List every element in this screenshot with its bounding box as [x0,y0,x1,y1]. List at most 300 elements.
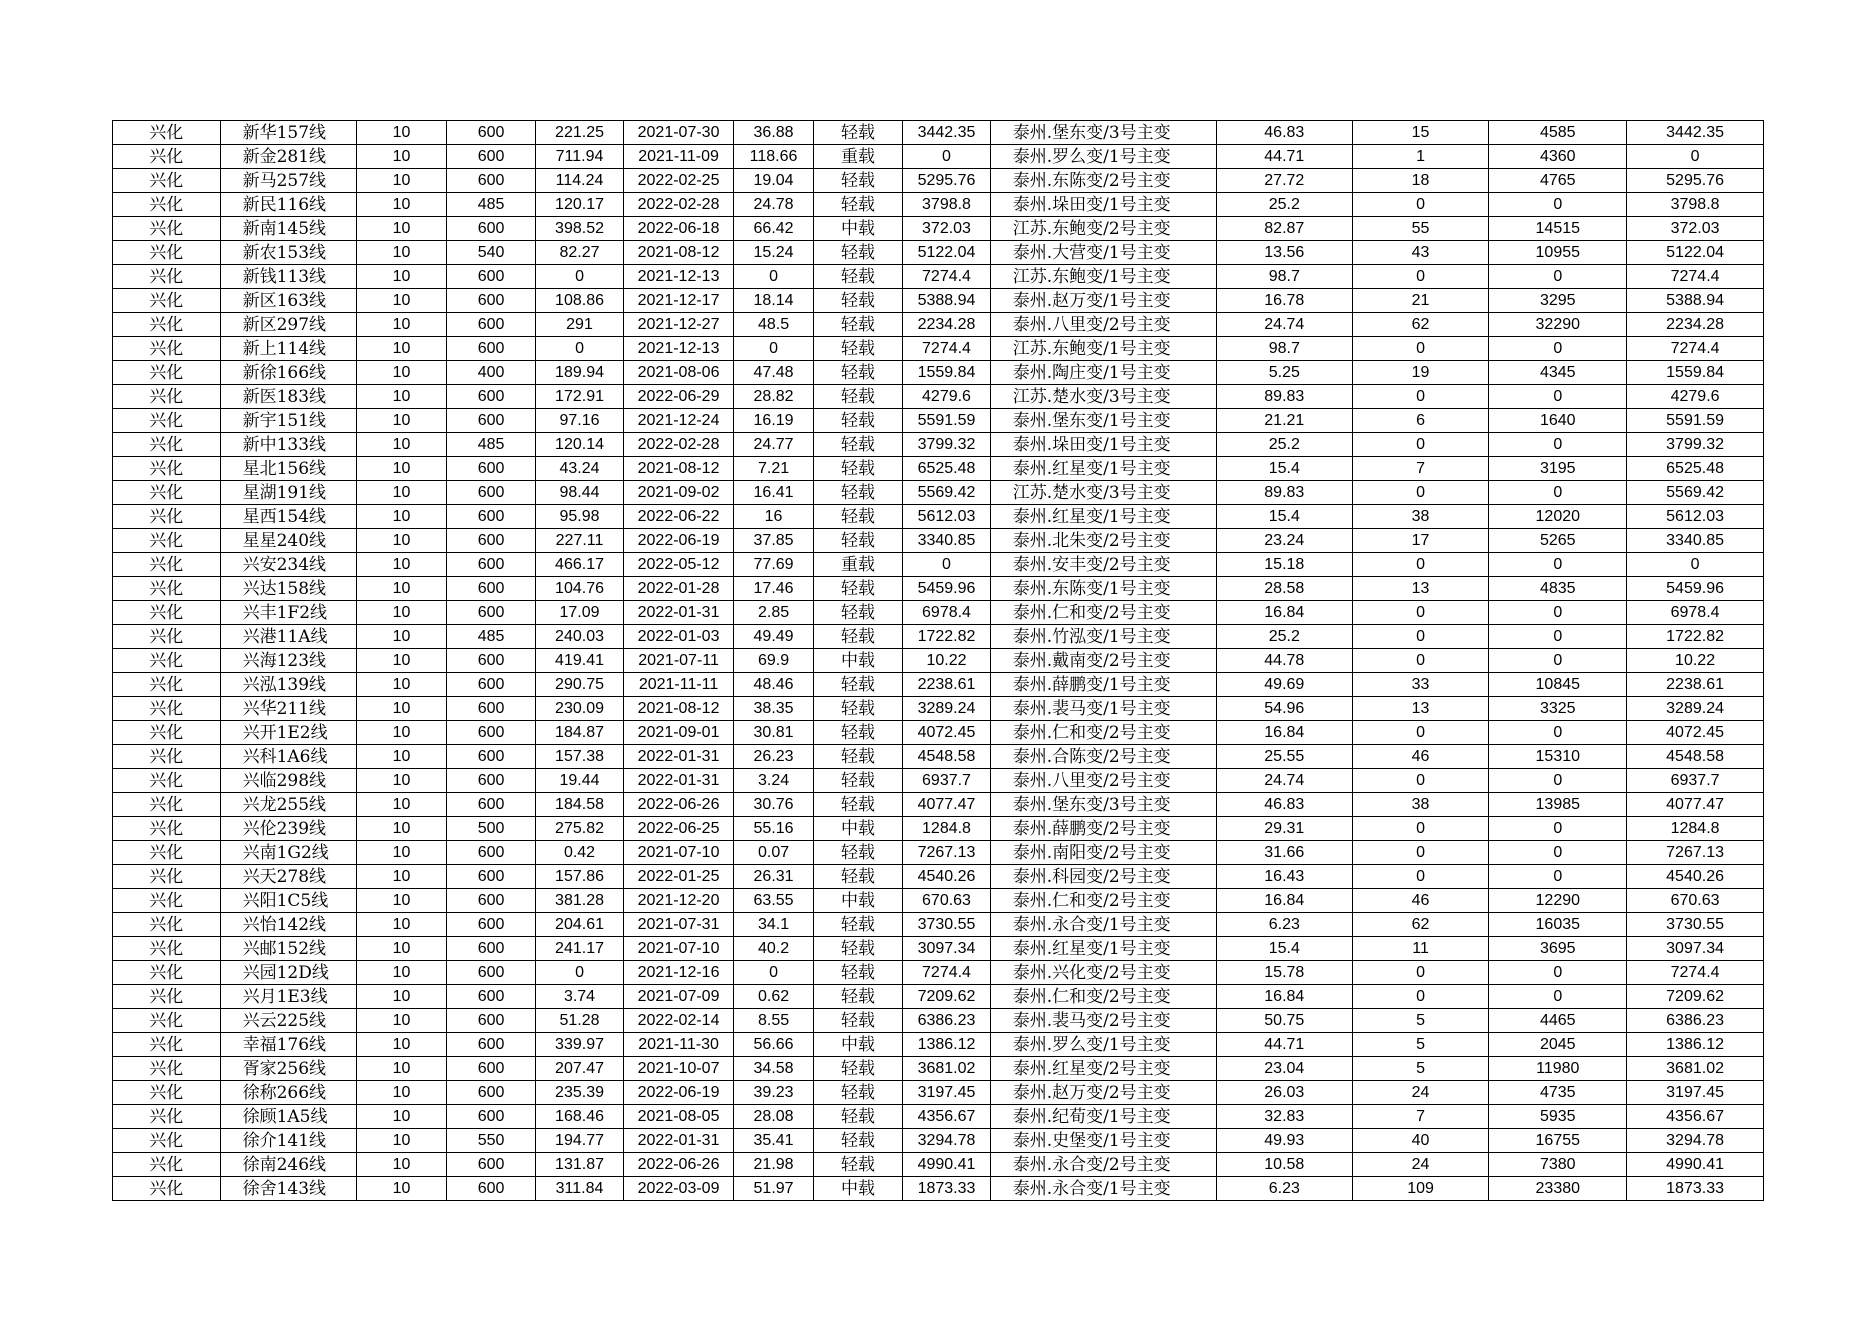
load-rate-cell: 17.46 [734,577,813,601]
capacity-cell: 600 [446,577,535,601]
volume-cell: 3295 [1489,289,1627,313]
line-name-cell: 徐称266线 [220,1081,357,1105]
load-rate-cell: 0.07 [734,841,813,865]
line-name-cell: 徐介141线 [220,1129,357,1153]
capacity-cell: 600 [446,1009,535,1033]
county-cell: 兴化 [113,1177,221,1201]
table-row [113,529,1764,553]
line-name-cell: 星北156线 [220,457,357,481]
voltage-cell: 10 [357,625,446,649]
table-row [113,289,1764,313]
date-cell: 2022-06-29 [623,385,734,409]
date-cell: 2022-06-26 [623,793,734,817]
count-cell: 0 [1352,601,1489,625]
count-cell: 0 [1352,961,1489,985]
available-cell: 1559.84 [903,361,990,385]
transformer-cell: 江苏.楚水变/3号主变 [990,481,1216,505]
table-row [113,625,1764,649]
volume-cell: 4765 [1489,169,1627,193]
available-cell: 3730.55 [903,913,990,937]
available-cell: 0 [903,145,990,169]
volume-cell: 10845 [1489,673,1627,697]
transformer-rate-cell: 49.69 [1216,673,1352,697]
voltage-cell: 10 [357,217,446,241]
load-status-cell: 轻载 [813,961,902,985]
table-row [113,1033,1764,1057]
date-cell: 2021-11-30 [623,1033,734,1057]
transformer-cell: 泰州.垛田变/1号主变 [990,433,1216,457]
transformer-rate-cell: 29.31 [1216,817,1352,841]
voltage-cell: 10 [357,385,446,409]
current-cell: 207.47 [536,1057,623,1081]
table-row [113,1081,1764,1105]
transformer-rate-cell: 89.83 [1216,385,1352,409]
transformer-rate-cell: 26.03 [1216,1081,1352,1105]
count-cell: 1 [1352,145,1489,169]
available-cell: 3289.24 [903,697,990,721]
capacity-cell: 600 [446,841,535,865]
margin-cell: 3197.45 [1627,1081,1764,1105]
load-rate-cell: 7.21 [734,457,813,481]
count-cell: 62 [1352,913,1489,937]
count-cell: 38 [1352,505,1489,529]
county-cell: 兴化 [113,1081,221,1105]
capacity-cell: 485 [446,433,535,457]
line-name-cell: 兴华211线 [220,697,357,721]
load-rate-cell: 39.23 [734,1081,813,1105]
count-cell: 0 [1352,865,1489,889]
available-cell: 4279.6 [903,385,990,409]
capacity-cell: 600 [446,169,535,193]
line-name-cell: 新农153线 [220,241,357,265]
date-cell: 2021-09-02 [623,481,734,505]
line-name-cell: 幸福176线 [220,1033,357,1057]
load-status-cell: 轻载 [813,481,902,505]
available-cell: 7274.4 [903,337,990,361]
county-cell: 兴化 [113,601,221,625]
capacity-cell: 600 [446,697,535,721]
line-name-cell: 徐南246线 [220,1153,357,1177]
margin-cell: 3289.24 [1627,697,1764,721]
county-cell: 兴化 [113,913,221,937]
date-cell: 2022-06-19 [623,529,734,553]
load-status-cell: 轻载 [813,121,902,145]
margin-cell: 0 [1627,145,1764,169]
line-name-cell: 新宇151线 [220,409,357,433]
margin-cell: 5591.59 [1627,409,1764,433]
count-cell: 46 [1352,889,1489,913]
table-row [113,1153,1764,1177]
count-cell: 0 [1352,193,1489,217]
load-status-cell: 中载 [813,649,902,673]
date-cell: 2021-08-12 [623,241,734,265]
voltage-cell: 10 [357,265,446,289]
load-status-cell: 轻载 [813,241,902,265]
transformer-cell: 泰州.八里变/2号主变 [990,769,1216,793]
transformer-rate-cell: 16.84 [1216,889,1352,913]
transformer-cell: 泰州.安丰变/2号主变 [990,553,1216,577]
date-cell: 2021-07-31 [623,913,734,937]
county-cell: 兴化 [113,697,221,721]
county-cell: 兴化 [113,145,221,169]
margin-cell: 6525.48 [1627,457,1764,481]
voltage-cell: 10 [357,1129,446,1153]
table-row [113,1105,1764,1129]
line-name-cell: 徐舍143线 [220,1177,357,1201]
line-name-cell: 新医183线 [220,385,357,409]
load-rate-cell: 35.41 [734,1129,813,1153]
load-status-cell: 轻载 [813,769,902,793]
county-cell: 兴化 [113,241,221,265]
voltage-cell: 10 [357,1153,446,1177]
volume-cell: 0 [1489,337,1627,361]
load-status-cell: 重载 [813,145,902,169]
voltage-cell: 10 [357,433,446,457]
voltage-cell: 10 [357,289,446,313]
count-cell: 62 [1352,313,1489,337]
county-cell: 兴化 [113,433,221,457]
date-cell: 2021-10-07 [623,1057,734,1081]
transformer-cell: 泰州.赵万变/2号主变 [990,1081,1216,1105]
count-cell: 0 [1352,625,1489,649]
volume-cell: 0 [1489,865,1627,889]
current-cell: 104.76 [536,577,623,601]
margin-cell: 6978.4 [1627,601,1764,625]
count-cell: 21 [1352,289,1489,313]
volume-cell: 4345 [1489,361,1627,385]
table-row [113,793,1764,817]
table-body [113,121,1764,1201]
capacity-cell: 600 [446,1033,535,1057]
line-name-cell: 新民116线 [220,193,357,217]
date-cell: 2021-08-06 [623,361,734,385]
transformer-rate-cell: 10.58 [1216,1153,1352,1177]
available-cell: 7267.13 [903,841,990,865]
current-cell: 227.11 [536,529,623,553]
load-status-cell: 轻载 [813,505,902,529]
table-row [113,409,1764,433]
line-name-cell: 兴云225线 [220,1009,357,1033]
table-row [113,841,1764,865]
volume-cell: 0 [1489,721,1627,745]
count-cell: 0 [1352,769,1489,793]
current-cell: 0.42 [536,841,623,865]
line-name-cell: 兴安234线 [220,553,357,577]
current-cell: 466.17 [536,553,623,577]
voltage-cell: 10 [357,841,446,865]
transformer-rate-cell: 50.75 [1216,1009,1352,1033]
count-cell: 0 [1352,265,1489,289]
voltage-cell: 10 [357,313,446,337]
load-rate-cell: 37.85 [734,529,813,553]
line-name-cell: 星西154线 [220,505,357,529]
capacity-cell: 600 [446,1153,535,1177]
current-cell: 17.09 [536,601,623,625]
load-rate-cell: 0 [734,337,813,361]
date-cell: 2022-01-03 [623,625,734,649]
volume-cell: 3195 [1489,457,1627,481]
voltage-cell: 10 [357,169,446,193]
table-row [113,361,1764,385]
load-rate-cell: 0 [734,265,813,289]
load-rate-cell: 51.97 [734,1177,813,1201]
margin-cell: 4072.45 [1627,721,1764,745]
table-row [113,121,1764,145]
date-cell: 2022-01-28 [623,577,734,601]
table-row [113,457,1764,481]
margin-cell: 1284.8 [1627,817,1764,841]
available-cell: 5612.03 [903,505,990,529]
volume-cell: 0 [1489,601,1627,625]
count-cell: 40 [1352,1129,1489,1153]
volume-cell: 2045 [1489,1033,1627,1057]
table-row [113,193,1764,217]
county-cell: 兴化 [113,793,221,817]
line-name-cell: 新上114线 [220,337,357,361]
capacity-cell: 600 [446,505,535,529]
voltage-cell: 10 [357,1177,446,1201]
capacity-cell: 600 [446,1081,535,1105]
capacity-cell: 600 [446,769,535,793]
load-rate-cell: 40.2 [734,937,813,961]
current-cell: 240.03 [536,625,623,649]
capacity-cell: 400 [446,361,535,385]
capacity-cell: 600 [446,481,535,505]
transformer-cell: 泰州.仁和变/2号主变 [990,985,1216,1009]
transformer-rate-cell: 82.87 [1216,217,1352,241]
count-cell: 5 [1352,1033,1489,1057]
voltage-cell: 10 [357,985,446,1009]
count-cell: 46 [1352,745,1489,769]
volume-cell: 13985 [1489,793,1627,817]
date-cell: 2021-12-13 [623,265,734,289]
table-row [113,721,1764,745]
county-cell: 兴化 [113,721,221,745]
date-cell: 2021-07-30 [623,121,734,145]
table-row [113,169,1764,193]
county-cell: 兴化 [113,649,221,673]
margin-cell: 3097.34 [1627,937,1764,961]
load-status-cell: 轻载 [813,1057,902,1081]
date-cell: 2021-12-16 [623,961,734,985]
margin-cell: 7274.4 [1627,265,1764,289]
line-name-cell: 徐顾1A5线 [220,1105,357,1129]
capacity-cell: 600 [446,553,535,577]
current-cell: 120.17 [536,193,623,217]
date-cell: 2022-01-31 [623,769,734,793]
count-cell: 55 [1352,217,1489,241]
capacity-cell: 600 [446,721,535,745]
available-cell: 5122.04 [903,241,990,265]
available-cell: 3681.02 [903,1057,990,1081]
current-cell: 381.28 [536,889,623,913]
voltage-cell: 10 [357,145,446,169]
available-cell: 6937.7 [903,769,990,793]
load-status-cell: 轻载 [813,1009,902,1033]
available-cell: 4072.45 [903,721,990,745]
margin-cell: 4540.26 [1627,865,1764,889]
current-cell: 168.46 [536,1105,623,1129]
transformer-cell: 泰州.兴化变/2号主变 [990,961,1216,985]
current-cell: 204.61 [536,913,623,937]
capacity-cell: 600 [446,289,535,313]
transformer-cell: 泰州.罗么变/1号主变 [990,145,1216,169]
transformer-rate-cell: 23.24 [1216,529,1352,553]
count-cell: 18 [1352,169,1489,193]
margin-cell: 3340.85 [1627,529,1764,553]
table-row [113,817,1764,841]
load-status-cell: 轻载 [813,1129,902,1153]
available-cell: 1284.8 [903,817,990,841]
volume-cell: 0 [1489,841,1627,865]
voltage-cell: 10 [357,865,446,889]
transformer-rate-cell: 98.7 [1216,337,1352,361]
available-cell: 5459.96 [903,577,990,601]
date-cell: 2022-02-25 [623,169,734,193]
voltage-cell: 10 [357,1105,446,1129]
table-row [113,673,1764,697]
capacity-cell: 600 [446,889,535,913]
current-cell: 311.84 [536,1177,623,1201]
current-cell: 157.38 [536,745,623,769]
available-cell: 3197.45 [903,1081,990,1105]
table-row [113,913,1764,937]
count-cell: 0 [1352,721,1489,745]
current-cell: 290.75 [536,673,623,697]
available-cell: 5569.42 [903,481,990,505]
margin-cell: 3294.78 [1627,1129,1764,1153]
current-cell: 19.44 [536,769,623,793]
transformer-cell: 江苏.楚水变/3号主变 [990,385,1216,409]
transformer-cell: 泰州.仁和变/2号主变 [990,721,1216,745]
volume-cell: 15310 [1489,745,1627,769]
margin-cell: 5388.94 [1627,289,1764,313]
load-rate-cell: 26.31 [734,865,813,889]
county-cell: 兴化 [113,385,221,409]
line-name-cell: 兴龙255线 [220,793,357,817]
table-row [113,1129,1764,1153]
current-cell: 51.28 [536,1009,623,1033]
transformer-rate-cell: 23.04 [1216,1057,1352,1081]
line-name-cell: 新区297线 [220,313,357,337]
transformer-cell: 泰州.堡东变/3号主变 [990,793,1216,817]
county-cell: 兴化 [113,625,221,649]
voltage-cell: 10 [357,649,446,673]
load-status-cell: 重载 [813,553,902,577]
date-cell: 2022-06-19 [623,1081,734,1105]
margin-cell: 7209.62 [1627,985,1764,1009]
available-cell: 3799.32 [903,433,990,457]
table-row [113,241,1764,265]
transformer-rate-cell: 44.71 [1216,145,1352,169]
load-rate-cell: 55.16 [734,817,813,841]
county-cell: 兴化 [113,817,221,841]
county-cell: 兴化 [113,553,221,577]
available-cell: 1873.33 [903,1177,990,1201]
load-status-cell: 轻载 [813,169,902,193]
current-cell: 82.27 [536,241,623,265]
transformer-rate-cell: 89.83 [1216,481,1352,505]
line-name-cell: 新金281线 [220,145,357,169]
line-name-cell: 兴临298线 [220,769,357,793]
line-name-cell: 兴怡142线 [220,913,357,937]
table-row [113,1009,1764,1033]
margin-cell: 5612.03 [1627,505,1764,529]
table-row [113,553,1764,577]
margin-cell: 3442.35 [1627,121,1764,145]
table-row [113,577,1764,601]
count-cell: 19 [1352,361,1489,385]
county-cell: 兴化 [113,169,221,193]
county-cell: 兴化 [113,361,221,385]
volume-cell: 0 [1489,553,1627,577]
available-cell: 6525.48 [903,457,990,481]
load-status-cell: 轻载 [813,409,902,433]
available-cell: 4548.58 [903,745,990,769]
date-cell: 2021-12-24 [623,409,734,433]
voltage-cell: 10 [357,121,446,145]
volume-cell: 16035 [1489,913,1627,937]
count-cell: 0 [1352,985,1489,1009]
margin-cell: 0 [1627,553,1764,577]
available-cell: 0 [903,553,990,577]
transformer-rate-cell: 25.2 [1216,193,1352,217]
transformer-cell: 泰州.裴马变/1号主变 [990,697,1216,721]
voltage-cell: 10 [357,745,446,769]
transformer-cell: 泰州.南阳变/2号主变 [990,841,1216,865]
load-status-cell: 中载 [813,889,902,913]
load-status-cell: 轻载 [813,457,902,481]
load-status-cell: 轻载 [813,433,902,457]
load-status-cell: 中载 [813,1177,902,1201]
load-rate-cell: 2.85 [734,601,813,625]
current-cell: 241.17 [536,937,623,961]
current-cell: 0 [536,961,623,985]
margin-cell: 6937.7 [1627,769,1764,793]
date-cell: 2021-08-12 [623,697,734,721]
load-rate-cell: 49.49 [734,625,813,649]
voltage-cell: 10 [357,1033,446,1057]
volume-cell: 5935 [1489,1105,1627,1129]
voltage-cell: 10 [357,529,446,553]
count-cell: 0 [1352,649,1489,673]
capacity-cell: 600 [446,337,535,361]
transformer-rate-cell: 6.23 [1216,1177,1352,1201]
volume-cell: 0 [1489,961,1627,985]
transformer-rate-cell: 27.72 [1216,169,1352,193]
margin-cell: 10.22 [1627,649,1764,673]
table-row [113,337,1764,361]
margin-cell: 3798.8 [1627,193,1764,217]
load-rate-cell: 0 [734,961,813,985]
table-row [113,385,1764,409]
line-name-cell: 新南145线 [220,217,357,241]
current-cell: 172.91 [536,385,623,409]
load-rate-cell: 47.48 [734,361,813,385]
county-cell: 兴化 [113,769,221,793]
county-cell: 兴化 [113,865,221,889]
date-cell: 2022-01-31 [623,745,734,769]
current-cell: 0 [536,265,623,289]
count-cell: 6 [1352,409,1489,433]
transformer-cell: 泰州.东陈变/1号主变 [990,577,1216,601]
count-cell: 0 [1352,817,1489,841]
current-cell: 398.52 [536,217,623,241]
line-name-cell: 兴南1G2线 [220,841,357,865]
county-cell: 兴化 [113,313,221,337]
line-name-cell: 新中133线 [220,433,357,457]
voltage-cell: 10 [357,337,446,361]
